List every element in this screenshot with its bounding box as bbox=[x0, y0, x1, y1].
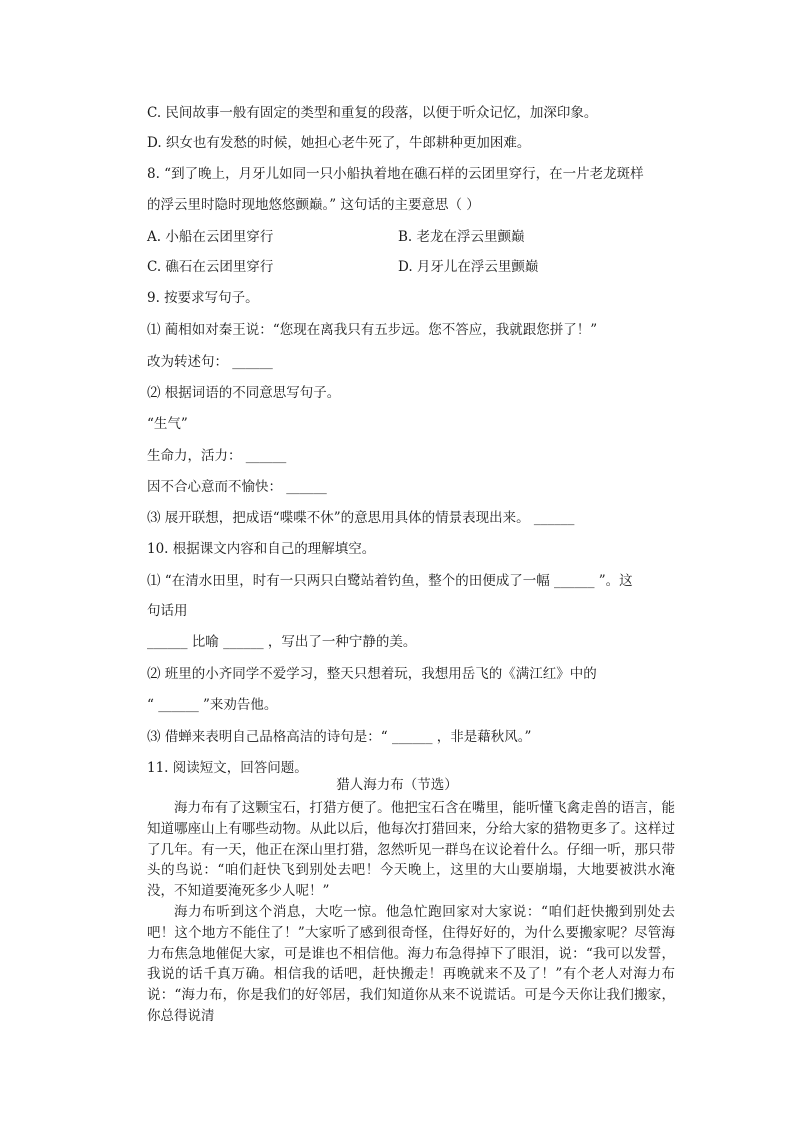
q8-option-d: D. 月牙儿在浮云里颤巅 bbox=[398, 259, 539, 275]
q10-part2-line2: “ ______ ”来劝告他。 bbox=[147, 697, 278, 713]
q10-part1-line1: ⑴ “在清水田里，时有一只两只白鹭站着钓鱼，整个的田便成了一幅 ______ ”。这 bbox=[147, 573, 633, 589]
passage-paragraph-2: 海力布听到这个消息，大吃一惊。他急忙跑回家对大家说：“咱们赶快搬到别处去吧！这个地方不能住了！”大家听了感到很奇怪，住得好好的，为什么要搬家呢？尽管海力布焦急地催促大家，可是谁也不相信他。海力布急得掉下了眼泪，说：“我可以发誓，我说的话千真万确。相信我的话吧，赶快搬走！再晚就来不及了！”有个老人对海力布说：“海力布，你是我们的好邻居，我们知道你从来不说谎话。可是今天你让我们搬家，你总得说清 bbox=[147, 904, 675, 1024]
q8-stem-line2: 的浮云里时隐时现地悠悠颤巅。” 这句话的主要意思（ ） bbox=[147, 197, 480, 213]
q10-part3: ⑶ 借蝉来表明自己品格高洁的诗句是：“ ______ ，非是藉秋风。” bbox=[147, 729, 532, 745]
q9-part2-answer-a: 生命力，活力： ______ bbox=[147, 448, 287, 464]
q11-heading: 11. 阅读短文，回答问题。 bbox=[147, 760, 308, 776]
q8-option-b: B. 老龙在浮云里颤巅 bbox=[398, 229, 525, 245]
q10-part1-line2: 句话用 bbox=[147, 603, 188, 619]
q9-part1: ⑴ 蔺相如对秦王说：“您现在离我只有五步远。您不答应，我就跟您拼了！” bbox=[147, 322, 598, 338]
passage-title: 猎人海力布（节选） bbox=[336, 777, 458, 793]
passage-paragraph-1: 海力布有了这颗宝石，打猎方便了。他把宝石含在嘴里，能听懂飞禽走兽的语言，能知道哪座山上有哪些动物。从此以后，他每次打猎回来，分给大家的猎物更多了。这样过了几年。有一天，他正在深山里打猎，忽然听见一群鸟在议论着什么。仔细一听，那只带头的鸟说：“咱们赶快飞到别处去吧！今天晚上，这里的大山要崩塌，大地要被洪水淹没，不知道要淹死多少人呢！” bbox=[147, 800, 675, 900]
q9-heading: 9. 按要求写句子。 bbox=[147, 290, 259, 306]
q9-part3: ⑶ 展开联想，把成语“喋喋不休”的意思用具体的情景表现出来。 ______ bbox=[147, 510, 575, 526]
q8-option-c: C. 礁石在云团里穿行 bbox=[147, 259, 274, 275]
q9-part2-word: “生气” bbox=[147, 416, 188, 432]
q9-part2-answer-b: 因不合心意而不愉快： ______ bbox=[147, 479, 327, 495]
q7-option-c: C. 民间故事一般有固定的类型和重复的段落，以便于听众记忆，加深印象。 bbox=[147, 105, 598, 121]
q9-part2: ⑵ 根据词语的不同意思写句子。 bbox=[147, 385, 341, 401]
q10-part1-line3: ______ 比喻 ______ ，写出了一种宁静的美。 bbox=[147, 634, 417, 650]
q9-part1-answer: 改为转述句： ______ bbox=[147, 354, 273, 370]
q8-option-a: A. 小船在云团里穿行 bbox=[147, 229, 274, 245]
q8-stem-line1: 8. “到了晚上，月牙儿如同一只小船执着地在礁石样的云团里穿行，在一片老龙斑样 bbox=[147, 166, 644, 182]
q10-part2-line1: ⑵ 班里的小齐同学不爱学习，整天只想着玩，我想用岳飞的《满江红》中的 bbox=[147, 666, 597, 682]
q10-heading: 10. 根据课文内容和自己的理解填空。 bbox=[147, 541, 376, 557]
q7-option-d: D. 织女也有发愁的时候，她担心老牛死了，牛郎耕种更加困难。 bbox=[147, 135, 531, 151]
